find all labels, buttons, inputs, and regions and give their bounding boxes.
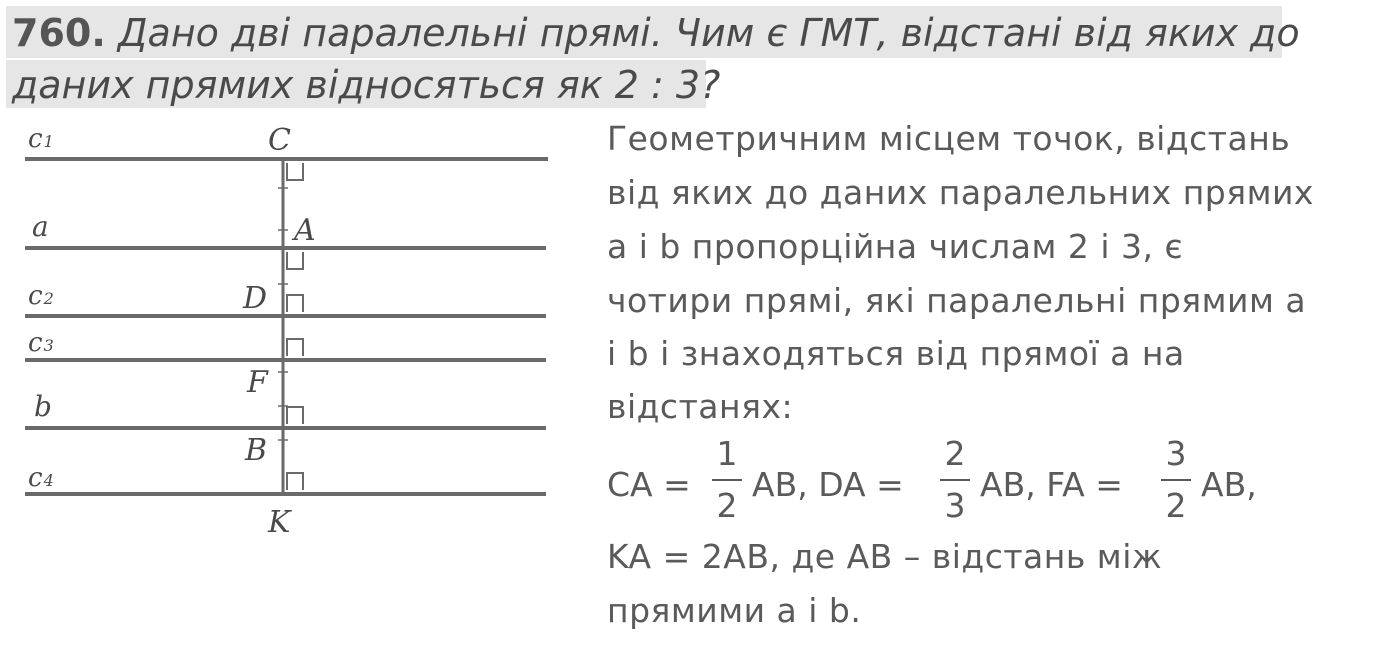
fraction-3-bar [1161, 479, 1191, 481]
label-c2: c2 [28, 281, 54, 311]
eq-end: AB, [1201, 465, 1257, 504]
answer-line-last: прямими a і b. [607, 591, 862, 630]
point-f: F [247, 365, 268, 400]
point-b: B [245, 433, 268, 468]
fraction-3 [1161, 434, 1191, 525]
problem-text-1: Дано дві паралельні прямі. Чим є ГМТ, відстані від яких до [117, 11, 1300, 55]
fraction-2-bar [940, 479, 970, 481]
label-c3: c3 [28, 328, 54, 358]
right-angle-mark-b [287, 407, 303, 424]
answer-line-5: і b і знаходяться від прямої a на [607, 334, 1185, 373]
fraction-2-denominator: 3 [944, 486, 966, 525]
right-angle-mark-a [287, 252, 303, 269]
label-c4: c4 [28, 463, 54, 493]
fraction-1-denominator: 2 [716, 486, 738, 525]
fraction-1-numerator: 1 [716, 434, 738, 473]
point-k: K [268, 505, 291, 540]
answer-line-2: від яких до даних паралельних прямих [607, 173, 1314, 212]
eq-fa: AB, FA = [980, 465, 1123, 504]
answer-line-4: чотири прямі, які паралельні прямим a [607, 281, 1307, 320]
right-angle-mark-c1 [287, 163, 303, 180]
fraction-1-bar [712, 479, 742, 481]
eq-da: AB, DA = [752, 465, 904, 504]
answer-line-3: a і b пропорційна числам 2 і 3, є [607, 227, 1184, 266]
right-angle-mark-c3 [287, 339, 303, 356]
label-c1: c1 [28, 124, 54, 154]
fraction-3-denominator: 2 [1165, 486, 1187, 525]
right-angle-mark-c2 [287, 295, 303, 312]
point-d: D [243, 281, 268, 316]
answer-line-1: Геометричним місцем точок, відстань [607, 119, 1291, 158]
right-angle-mark-c4 [287, 473, 303, 490]
fraction-2-numerator: 2 [944, 434, 966, 473]
problem-line-1 [12, 11, 1300, 55]
eq-ca: CA = [607, 465, 691, 504]
answer-line-ka: KA = 2AB, де AB – відстань між [607, 537, 1163, 576]
answer-line-6: відстанях: [607, 387, 794, 426]
point-c: C [268, 123, 291, 158]
problem-line-2: даних прямих відносяться як 2 : 3? [12, 63, 721, 107]
fraction-1 [712, 434, 742, 525]
point-a: A [294, 213, 316, 248]
label-b: b [34, 390, 52, 423]
problem-number: 760. [12, 11, 106, 55]
label-a: a [32, 210, 49, 243]
fraction-3-numerator: 3 [1165, 434, 1187, 473]
fraction-2 [940, 434, 970, 525]
geometry-figure [0, 110, 580, 550]
